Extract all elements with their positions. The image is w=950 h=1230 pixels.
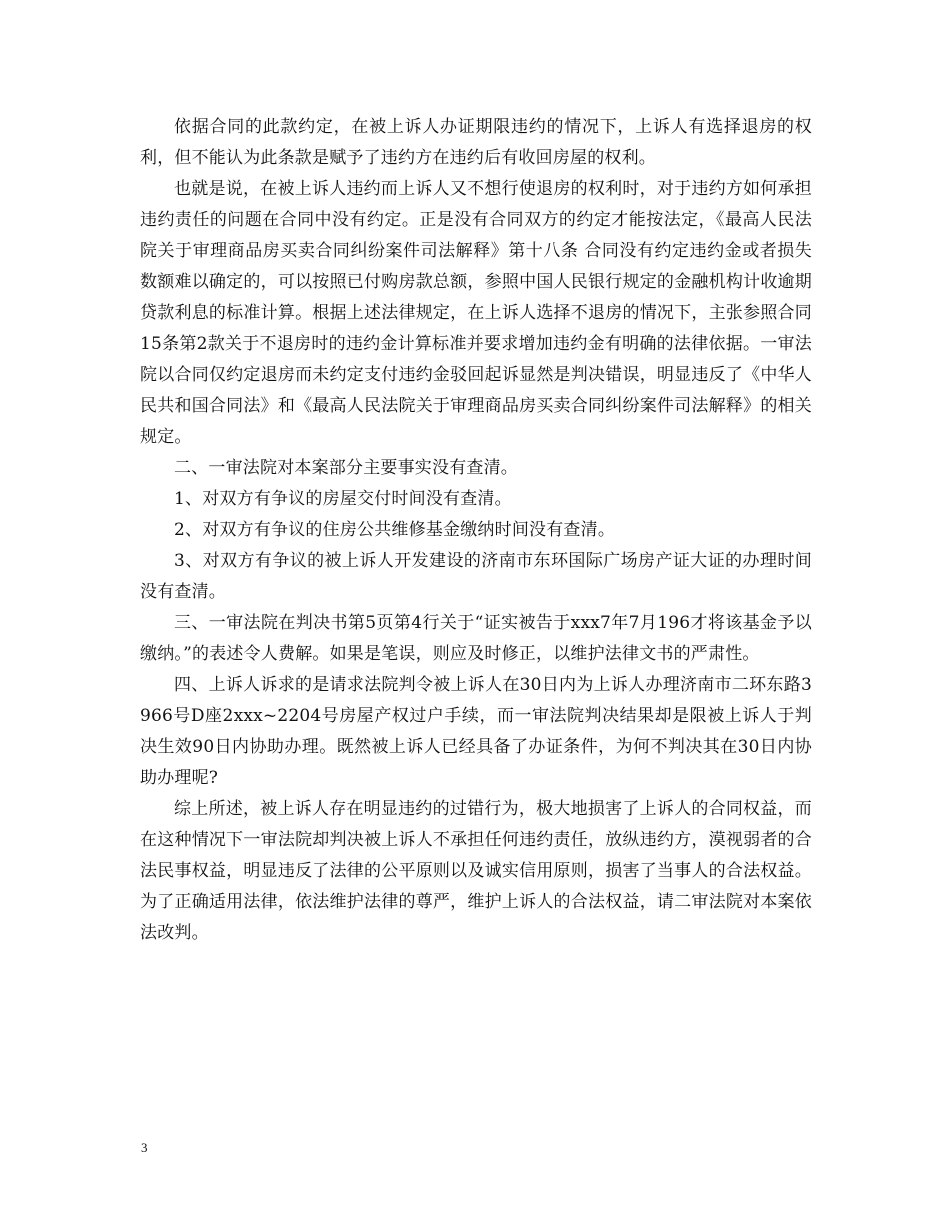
paragraph-1: 依据合同的此款约定，在被上诉人办证期限违约的情况下，上诉人有选择退房的权利，但不能认为此条款是赋予了违约方在违约后有收回房屋的权利。 <box>140 117 812 168</box>
paragraph-8: 四、上诉人诉求的是请求法院判令被上诉人在30日内为上诉人办理济南市二环东路3966号D座2xxx~2204号房屋产权过户手续，而一审法院判决结果却是限被上诉人于判决生效90日内协助办理。既然被上诉人已经具备了办证条件，为何不判决其在30日内协助办理呢? <box>140 675 812 788</box>
paragraph-6: 3、对双方有争议的被上诉人开发建设的济南市东环国际广场房产证大证的办理时间没有查清。 <box>140 551 812 602</box>
paragraph-5: 2、对双方有争议的住房公共维修基金缴纳时间没有查清。 <box>174 520 616 540</box>
paragraph-2: 也就是说，在被上诉人违约而上诉人又不想行使退房的权利时，对于违约方如何承担违约责任的问题在合同中没有约定。正是没有合同双方的约定才能按法定，《最高人民法院关于审理商品房买卖合同纠纷案件司法解释》第十八条 合同没有约定违约金或者损失数额难以确定的，可以按照已付购房款总额，参照中国人民银行规定的金融机构计收逾期贷款利息的标准计算。根据上述法律规定，在上诉人选择不退房的情况下，主张参照合同15条第2款关于不退房时的违约金计算标准并要求增加违约金有明确的法律依据。一审法院以合同仅约定退房而未约定支付违约金驳回起诉显然是判决错误，明显违反了《中华人民共和国合同法》和《最高人民法院关于审理商品房买卖合同纠纷案件司法解释》的相关规定。 <box>140 179 812 447</box>
paragraph-7: 三、一审法院在判决书第5页第4行关于“证实被告于xxx7年7月196才将该基金予以缴纳。”的表述令人费解。如果是笔误，则应及时修正，以维护法律文书的严肃性。 <box>140 613 812 664</box>
paragraph-9: 综上所述，被上诉人存在明显违约的过错行为，极大地损害了上诉人的合同权益，而在这种情况下一审法院却判决被上诉人不承担任何违约责任，放纵违约方，漠视弱者的合法民事权益，明显违反了法律的公平原则以及诚实信用原则，损害了当事人的合法权益。为了正确适用法律，依法维护法律的尊严，维护上诉人的合法权益，请二审法院对本案依法改判。 <box>140 799 812 943</box>
page-number: 3 <box>141 1140 148 1155</box>
paragraph-4: 1、对双方有争议的房屋交付时间没有查清。 <box>174 489 512 509</box>
document-body <box>140 112 812 949</box>
paragraph-3: 二、一审法院对本案部分主要事实没有查清。 <box>174 458 518 478</box>
